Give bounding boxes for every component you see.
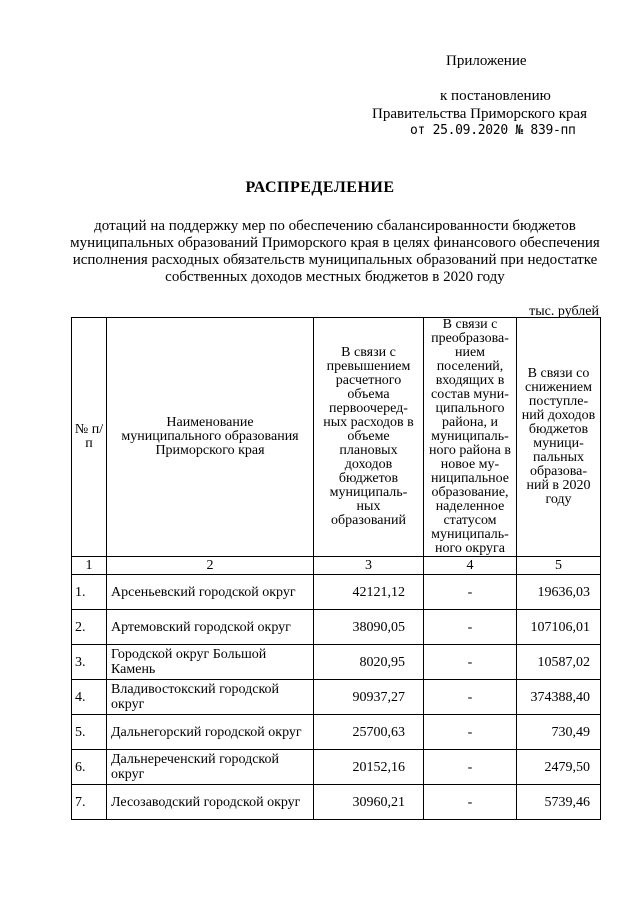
column-number: 5: [517, 557, 601, 575]
value-col4: -: [424, 785, 517, 820]
table-row: [72, 645, 601, 680]
value-col4: -: [424, 680, 517, 715]
row-number: 3.: [72, 645, 107, 680]
value-col5: 10587,02: [517, 645, 601, 680]
to-decree-label: к постановлению: [440, 88, 551, 104]
document-title: РАСПРЕДЕЛЕНИЕ: [245, 179, 395, 196]
row-number: 5.: [72, 715, 107, 750]
value-col5: 5739,46: [517, 785, 601, 820]
municipality-name: Владивостокский городской округ: [107, 680, 314, 715]
value-col3: 30960,21: [314, 785, 424, 820]
value-col5: 19636,03: [517, 575, 601, 610]
municipality-name: Лесозаводский городской округ: [107, 785, 314, 820]
row-number: 4.: [72, 680, 107, 715]
column-number: 3: [314, 557, 424, 575]
header-name: Наименование муниципального образования Приморского края: [107, 318, 314, 557]
value-col3: 38090,05: [314, 610, 424, 645]
table-row: [72, 715, 601, 750]
table-row: [72, 750, 601, 785]
column-number: 2: [107, 557, 314, 575]
header-num: № п/п: [72, 318, 107, 557]
row-number: 6.: [72, 750, 107, 785]
appendix-label: Приложение: [446, 53, 527, 69]
row-number: 1.: [72, 575, 107, 610]
value-col4: -: [424, 645, 517, 680]
value-col4: -: [424, 750, 517, 785]
value-col3: 90937,27: [314, 680, 424, 715]
table-row: [72, 680, 601, 715]
value-col4: -: [424, 715, 517, 750]
municipality-name: Городской округ Большой Камень: [107, 645, 314, 680]
value-col3: 42121,12: [314, 575, 424, 610]
column-number: 1: [72, 557, 107, 575]
value-col5: 374388,40: [517, 680, 601, 715]
municipality-name: Артемовский городской округ: [107, 610, 314, 645]
distribution-table: [71, 317, 601, 820]
document-subtitle: дотаций на поддержку мер по обеспечению сбалансированности бюджетов муниципальных образований Приморского края в целях финансового обеспечения исполнения расходных обязательств муниципальных образований при недостатке собственных доходов местных бюджетов в 2020 году: [70, 218, 600, 285]
table-header-row: [72, 318, 601, 557]
value-col5: 107106,01: [517, 610, 601, 645]
value-col5: 730,49: [517, 715, 601, 750]
header-col4: В связи с преобразова-нием поселений, входящих в состав муни-ципального района, и муниципаль-ного района в новое му-ниципальное образование, наделенное статусом муниципаль-ного округа: [424, 318, 517, 557]
value-col3: 8020,95: [314, 645, 424, 680]
row-number: 7.: [72, 785, 107, 820]
municipality-name: Дальнегорский городской округ: [107, 715, 314, 750]
units-label: тыс. рублей: [529, 304, 599, 319]
government-label: Правительства Приморского края: [372, 106, 588, 122]
column-number: 4: [424, 557, 517, 575]
value-col5: 2479,50: [517, 750, 601, 785]
column-number-row: [72, 557, 601, 575]
municipality-name: Арсеньевский городской округ: [107, 575, 314, 610]
table-row: [72, 610, 601, 645]
municipality-name: Дальнереченский городской округ: [107, 750, 314, 785]
header-col3: В связи с превышением расчетного объема первоочеред-ных расходов в объеме плановых доходов бюджетов муниципаль-ных образований: [314, 318, 424, 557]
decree-date-number: от 25.09.2020 № 839-пп: [410, 123, 576, 138]
table-row: [72, 785, 601, 820]
value-col4: -: [424, 575, 517, 610]
value-col3: 20152,16: [314, 750, 424, 785]
row-number: 2.: [72, 610, 107, 645]
header-col5: В связи со снижением поступле-ний доходов бюджетов муници-пальных образова-ний в 2020 году: [517, 318, 601, 557]
value-col3: 25700,63: [314, 715, 424, 750]
value-col4: -: [424, 610, 517, 645]
table-row: [72, 575, 601, 610]
